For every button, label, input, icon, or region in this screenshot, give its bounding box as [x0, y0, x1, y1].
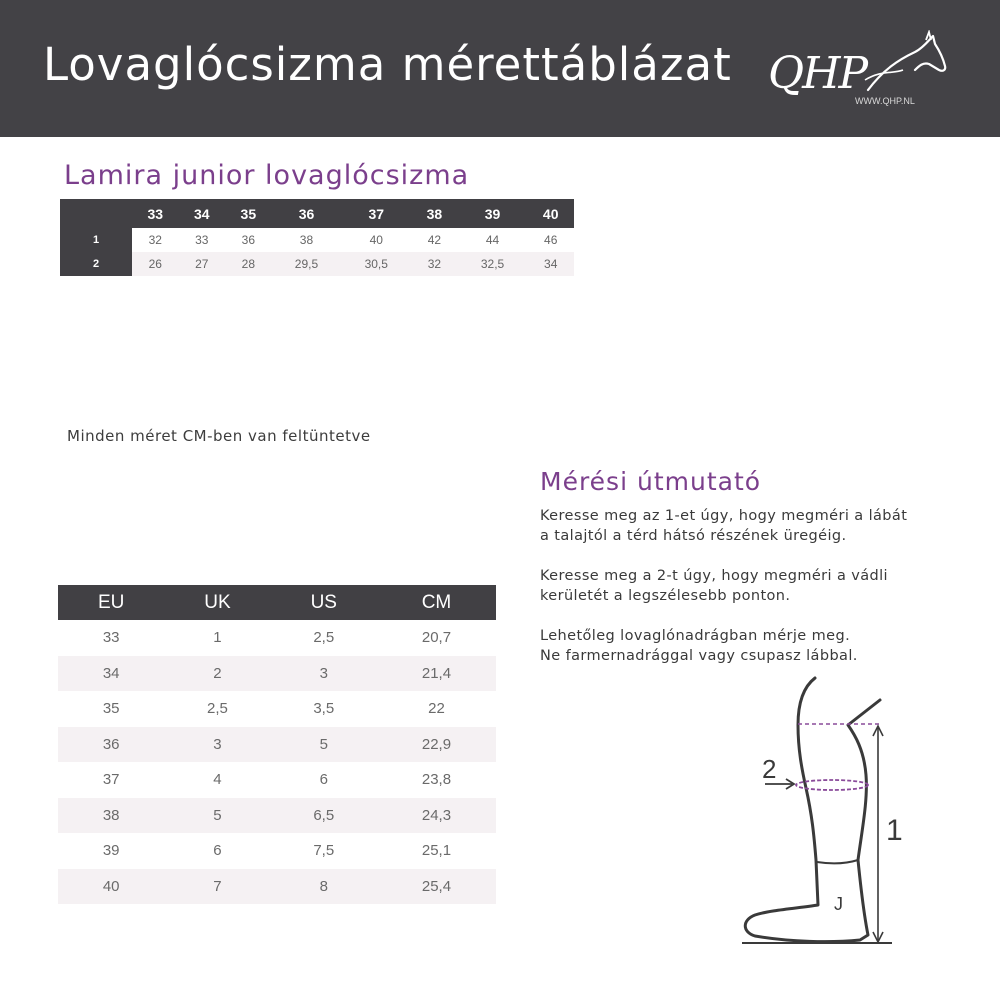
guide-line: Ne farmernadrággal vagy csupasz lábbal. — [540, 648, 858, 664]
lamira-cell: 30,5 — [341, 252, 411, 276]
lamira-row-1 — [60, 228, 574, 252]
guide-step-3 — [540, 626, 960, 666]
leg-measurement-diagram — [730, 670, 910, 950]
logo-text: QHP — [768, 48, 867, 99]
conversion-cell: 3,5 — [271, 691, 377, 727]
conversion-cell: 22,9 — [377, 727, 496, 763]
lamira-size-header: 37 — [341, 199, 411, 228]
lamira-cell: 40 — [341, 228, 411, 252]
table-row — [58, 620, 496, 656]
conversion-header: UK — [164, 585, 270, 620]
conversion-cell: 8 — [271, 869, 377, 905]
conversion-cell: 3 — [271, 656, 377, 692]
label-2: 2 — [762, 754, 777, 784]
table-row — [58, 869, 496, 905]
conversion-cell: 25,4 — [377, 869, 496, 905]
lamira-size-header: 33 — [132, 199, 179, 228]
horse-head-icon — [863, 30, 948, 100]
guide-step-1 — [540, 506, 960, 546]
lamira-size-header: 35 — [225, 199, 272, 228]
conversion-cell: 22 — [377, 691, 496, 727]
lamira-size-header: 38 — [411, 199, 458, 228]
conversion-cell: 25,1 — [377, 833, 496, 869]
guide-step-2 — [540, 566, 960, 606]
conversion-cell: 7,5 — [271, 833, 377, 869]
lamira-row-2 — [60, 252, 574, 276]
conversion-cell: 37 — [58, 762, 164, 798]
lamira-title: Lamira junior lovaglócsizma — [64, 160, 470, 191]
conversion-cell: 33 — [58, 620, 164, 656]
lamira-cell: 44 — [458, 228, 528, 252]
units-note: Minden méret CM-ben van feltüntetve — [67, 427, 371, 445]
conversion-cell: 21,4 — [377, 656, 496, 692]
lamira-cell: 33 — [179, 228, 226, 252]
conversion-cell: 24,3 — [377, 798, 496, 834]
conversion-cell: 5 — [164, 798, 270, 834]
label-1: 1 — [886, 814, 903, 847]
size-conversion-table — [58, 585, 496, 904]
conversion-header: US — [271, 585, 377, 620]
conversion-cell: 20,7 — [377, 620, 496, 656]
conversion-cell: 38 — [58, 798, 164, 834]
leg-outline — [745, 678, 880, 942]
lamira-cell: 42 — [411, 228, 458, 252]
lamira-cell: 32 — [132, 228, 179, 252]
conversion-header: EU — [58, 585, 164, 620]
lamira-corner-cell — [60, 199, 132, 228]
lamira-cell: 46 — [527, 228, 574, 252]
conversion-header-row — [58, 585, 496, 620]
lamira-cell: 36 — [225, 228, 272, 252]
lamira-cell: 27 — [179, 252, 226, 276]
lamira-cell: 34 — [527, 252, 574, 276]
conversion-cell: 2 — [164, 656, 270, 692]
table-row — [58, 656, 496, 692]
lamira-size-header: 36 — [272, 199, 342, 228]
logo-url[interactable]: WWW.QHP.NL — [855, 96, 915, 106]
guide-line: kerületét a legszélesebb ponton. — [540, 588, 791, 604]
conversion-cell: 6,5 — [271, 798, 377, 834]
guide-line: a talajtól a térd hátsó részének üregéig. — [540, 528, 847, 544]
qhp-logo[interactable] — [768, 30, 953, 115]
guide-line: Keresse meg a 2-t úgy, hogy megméri a vádli — [540, 568, 888, 584]
lamira-size-table — [60, 199, 574, 276]
conversion-cell: 3 — [164, 727, 270, 763]
lamira-cell: 29,5 — [272, 252, 342, 276]
conversion-cell: 2,5 — [271, 620, 377, 656]
boot-top-line — [817, 860, 858, 863]
guide-line: Lehetőleg lovaglónadrágban mérje meg. — [540, 628, 851, 644]
lamira-cell: 32,5 — [458, 252, 528, 276]
conversion-cell: 5 — [271, 727, 377, 763]
conversion-cell: 40 — [58, 869, 164, 905]
lamira-cell: 38 — [272, 228, 342, 252]
lamira-header-row — [60, 199, 574, 228]
lamira-cell: 28 — [225, 252, 272, 276]
lamira-size-header: 39 — [458, 199, 528, 228]
table-row — [58, 798, 496, 834]
lamira-cell: 26 — [132, 252, 179, 276]
lamira-cell: 32 — [411, 252, 458, 276]
conversion-cell: 6 — [164, 833, 270, 869]
conversion-header: CM — [377, 585, 496, 620]
table-row — [58, 727, 496, 763]
page-title: Lovaglócsizma mérettáblázat — [43, 38, 732, 91]
lamira-row-label: 2 — [60, 252, 132, 276]
ankle-mark: J — [834, 894, 843, 914]
conversion-cell: 2,5 — [164, 691, 270, 727]
conversion-cell: 7 — [164, 869, 270, 905]
guide-line: Keresse meg az 1-et úgy, hogy megméri a lábát — [540, 508, 908, 524]
table-row — [58, 762, 496, 798]
conversion-cell: 1 — [164, 620, 270, 656]
table-row — [58, 691, 496, 727]
table-row — [58, 833, 496, 869]
conversion-cell: 23,8 — [377, 762, 496, 798]
lamira-row-label: 1 — [60, 228, 132, 252]
conversion-cell: 34 — [58, 656, 164, 692]
lamira-size-header: 34 — [179, 199, 226, 228]
lamira-size-header: 40 — [527, 199, 574, 228]
conversion-cell: 6 — [271, 762, 377, 798]
conversion-cell: 35 — [58, 691, 164, 727]
header-banner — [0, 0, 1000, 137]
guide-title: Mérési útmutató — [540, 467, 762, 496]
conversion-cell: 39 — [58, 833, 164, 869]
conversion-cell: 4 — [164, 762, 270, 798]
conversion-cell: 36 — [58, 727, 164, 763]
